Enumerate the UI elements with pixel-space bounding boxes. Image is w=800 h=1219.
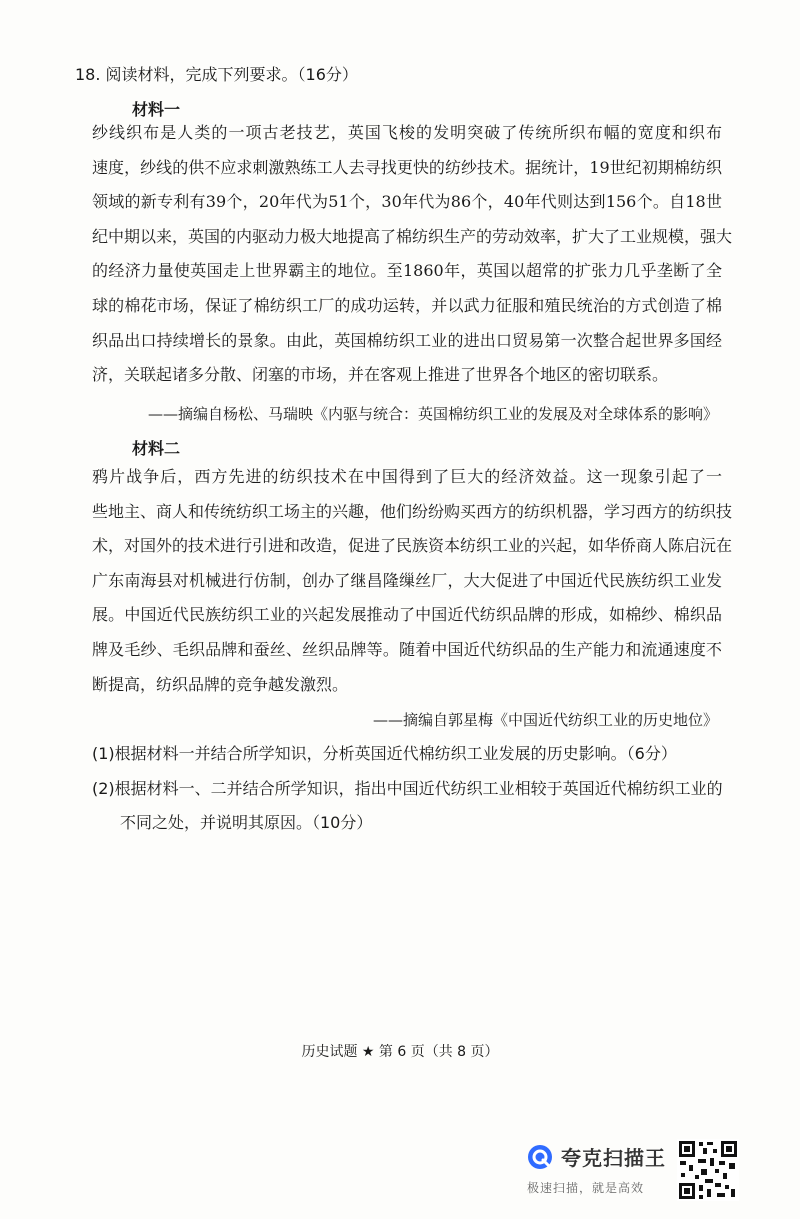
material-2-source: ——摘编自郭星梅《中国近代纺织工业的历史地位》 [372, 711, 718, 729]
material-1-line: 织品出口持续增长的景象。由此，英国棉纺织工业的进出口贸易第一次整合起世界多国经 [92, 330, 722, 350]
material-2-line: 广东南海县对机械进行仿制，创办了继昌隆缫丝厂，大大促进了中国近代民族纺织工业发 [92, 570, 722, 590]
material-2-line: 展。中国近代民族纺织工业的兴起发展推动了中国近代纺织品牌的形成，如棉纱、棉织品 [92, 605, 722, 625]
material-1-line: 速度，纱线的供不应求刺激熟练工人去寻找更快的纺纱技术。据统计，19世纪初期棉纺织 [92, 157, 722, 177]
material-1-line: 济，关联起诸多分散、闭塞的市场，并在客观上推进了世界各个地区的密切联系。 [92, 365, 669, 385]
watermark-app-name: 夸克扫描王 [561, 1146, 666, 1170]
material-2-line: 术，对国外的技术进行引进和改造，促进了民族资本纺织工业的兴起，如华侨商人陈启沅在 [92, 536, 733, 556]
material-1-line: 领域的新专利有39个，20年代为51个，30年代为86个，40年代则达到156个。自18世 [92, 192, 722, 212]
material-2-heading: 材料二 [132, 439, 181, 458]
material-2-line: 断提高，纺织品牌的竞争越发激烈。 [92, 674, 349, 694]
material-2-line: 鸦片战争后，西方先进的纺织技术在中国得到了巨大的经济效益。这一现象引起了一 [92, 467, 722, 486]
material-1-line: 纪中期以来，英国的内驱动力极大地提高了棉纺织生产的劳动效率，扩大了工业规模，强大 [92, 226, 733, 246]
material-1-line: 球的棉花市场，保证了棉纺织工厂的成功运转，并以武力征服和殖民统治的方式创造了棉 [92, 295, 722, 315]
qr-code-icon [677, 1139, 739, 1201]
question-title: 18. 阅读材料，完成下列要求。（16分） [75, 65, 358, 84]
material-1-source: ——摘编自杨松、马瑞映《内驱与统合：英国棉纺织工业的发展及对全球体系的影响》 [147, 405, 718, 423]
scanner-watermark [527, 1142, 667, 1196]
material-2-line: 牌及毛纱、毛织品牌和蚕丝、丝织品牌等。随着中国近代纺织品的生产能力和流通速度不 [92, 639, 722, 659]
material-1-text [92, 116, 733, 393]
sub-question-2-line-1: (2)根据材料一、二并结合所学知识，指出中国近代纺织工业相较于英国近代棉纺织工业的 [92, 779, 723, 798]
sub-question-1: (1)根据材料一并结合所学知识，分析英国近代棉纺织工业发展的历史影响。（6分） [92, 744, 677, 763]
quark-logo-icon [527, 1144, 553, 1170]
watermark-tagline: 极速扫描，就是高效 [527, 1181, 645, 1195]
material-1-line: 的经济力量使英国走上世界霸主的地位。至1860年，英国以超常的扩张力几乎垄断了全 [92, 261, 722, 281]
sub-question-2-line-2: 不同之处，并说明其原因。（10分） [120, 813, 373, 832]
page-footer: 历史试题 ★ 第 6 页（共 8 页） [301, 1044, 499, 1060]
material-1-line: 纱线织布是人类的一项古老技艺，英国飞梭的发明突破了传统所织布幅的宽度和织布 [92, 123, 722, 142]
material-2-line: 些地主、商人和传统纺织工场主的兴趣，他们纷纷购买西方的纺织机器，学习西方的纺织技 [92, 501, 733, 521]
watermark-logo [527, 1142, 667, 1171]
material-2-text [92, 460, 733, 702]
material-1-heading: 材料一 [132, 100, 181, 119]
